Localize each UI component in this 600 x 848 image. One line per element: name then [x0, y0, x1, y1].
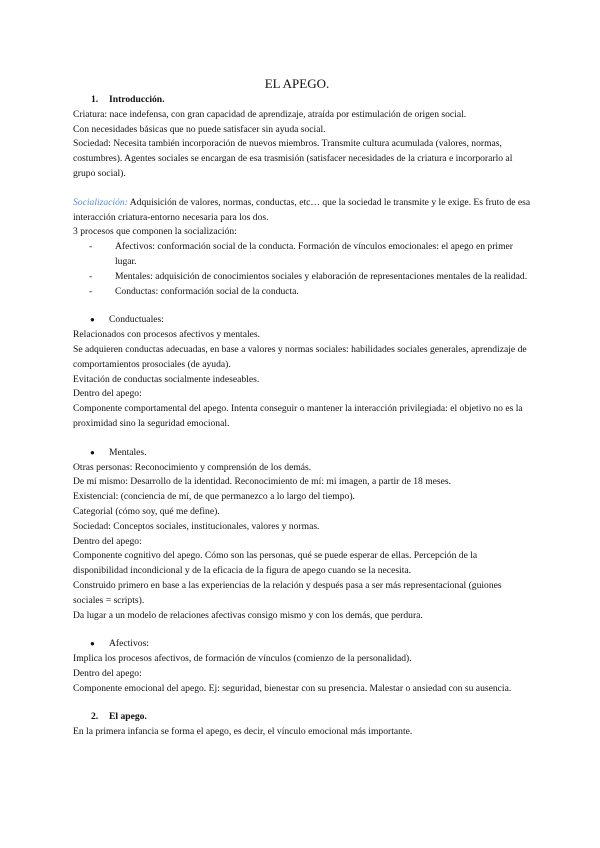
paragraph: Componente comportamental del apego. Intenta conseguir o mantener la interacción privilegiada: el objetivo no es la proximidad sino la seguridad emocional. — [73, 403, 523, 429]
spacer — [73, 696, 533, 710]
paragraph: Con necesidades básicas que no puede satisfacer sin ayuda social. — [73, 123, 326, 135]
paragraph: Dentro del apego: — [73, 535, 142, 547]
socializacion-text: Adquisición de valores, normas, conductas, etc… que la sociedad le transmite y le exige. Es fruto de esa interacción criatura-entorno necesaria para los dos. — [73, 196, 531, 223]
bullet-heading-conductuales — [73, 313, 533, 328]
bullet-icon: ● — [90, 447, 95, 457]
paragraph: Construido primero en base a las experiencias de la relación y después pasa a ser más representacional (guiones sociales = scripts). — [73, 579, 502, 606]
spacer — [73, 623, 533, 637]
section-number: 2. — [91, 711, 99, 723]
paragraph: De mí mismo: Desarrollo de la identidad. Reconocimiento de mí: mi imagen, a partir de 18 meses. — [73, 476, 452, 488]
section-heading-introduccion — [91, 93, 533, 108]
bullet-heading-text: Mentales. — [109, 446, 147, 458]
dash-list — [73, 240, 533, 299]
document-title: EL APEGO. — [264, 76, 330, 91]
list-item: - Mentales: adquisición de conocimientos sociales y elaboración de representaciones mentales de la realidad. — [73, 270, 533, 285]
paragraph: Implica los procesos afectivos, de formación de vínculos (comienzo de la personalidad). — [73, 653, 412, 665]
section-number: 1. — [91, 94, 99, 105]
paragraph: Categorial (cómo soy, qué me define). — [73, 505, 220, 517]
paragraph: Sociedad: Necesita también incorporación de nuevos miembros. Transmite cultura acumulada (valores, normas, costumbres). Agentes sociales se encargan de esa trasmisión (satisfacer necesidades de la criatura e incorporarlo al grupo social). — [73, 138, 513, 179]
section-title: El apego. — [109, 711, 147, 723]
bullet-heading-mentales — [73, 446, 533, 461]
list-item: - Conductas: conformación social de la conducta. — [73, 285, 533, 300]
paragraph: Se adquieren conductas adecuadas, en base a valores y normas sociales: habilidades sociales generales, aprendizaje de comportamientos prosociales (de ayuda). — [73, 343, 527, 370]
section-heading-el-apego — [91, 710, 533, 725]
bullet-icon: ● — [90, 315, 95, 325]
socializacion-definition — [73, 196, 533, 226]
bullet-heading-text: Afectivos: — [109, 638, 149, 650]
bullet-heading-afectivos — [73, 637, 533, 652]
spacer — [73, 432, 533, 446]
paragraph: Componente cognitivo del apego. Cómo son las personas, qué se puede esperar de ellas. Percepción de la disponibilidad incondicional y de la eficacia de la figura de apego cuando se la necesita. — [73, 550, 478, 577]
paragraph: Componente emocional del apego. Ej: seguridad, bienestar con su presencia. Malestar o ansiedad con su ausencia. — [73, 682, 512, 694]
socializacion-label: Socialización: — [73, 196, 128, 208]
paragraph: Otras personas: Reconocimiento y comprensión de los demás. — [73, 461, 312, 473]
bullet-heading-text: Conductuales: — [109, 314, 164, 326]
paragraph: 3 procesos que componen la socialización: — [73, 226, 237, 238]
section-title: Introducción. — [109, 94, 165, 105]
paragraph: Existencial: (conciencia de mí, de que permanezco a lo largo del tiempo). — [73, 491, 355, 503]
document-page — [73, 76, 533, 740]
paragraph: Relacionados con procesos afectivos y mentales. — [73, 329, 261, 341]
spacer — [73, 299, 533, 313]
paragraph: Dentro del apego: — [73, 667, 142, 679]
paragraph: Criatura: nace indefensa, con gran capacidad de aprendizaje, atraída por estimulación de origen social. — [73, 108, 467, 120]
paragraph: Sociedad: Conceptos sociales, institucionales, valores y normas. — [73, 520, 320, 532]
spacer — [73, 182, 533, 196]
paragraph: Evitación de conductas socialmente indeseables. — [73, 373, 260, 385]
bullet-icon: ● — [90, 639, 95, 649]
paragraph: Dentro del apego: — [73, 388, 142, 400]
paragraph: En la primera infancia se forma el apego, es decir, el vínculo emocional más importante. — [73, 726, 413, 738]
paragraph: Da lugar a un modelo de relaciones afectivas consigo mismo y con los demás, que perdura. — [73, 609, 423, 621]
list-item: - Afectivos: conformación social de la conducta. Formación de vínculos emocionales: el apego en primer lugar. — [73, 240, 533, 270]
